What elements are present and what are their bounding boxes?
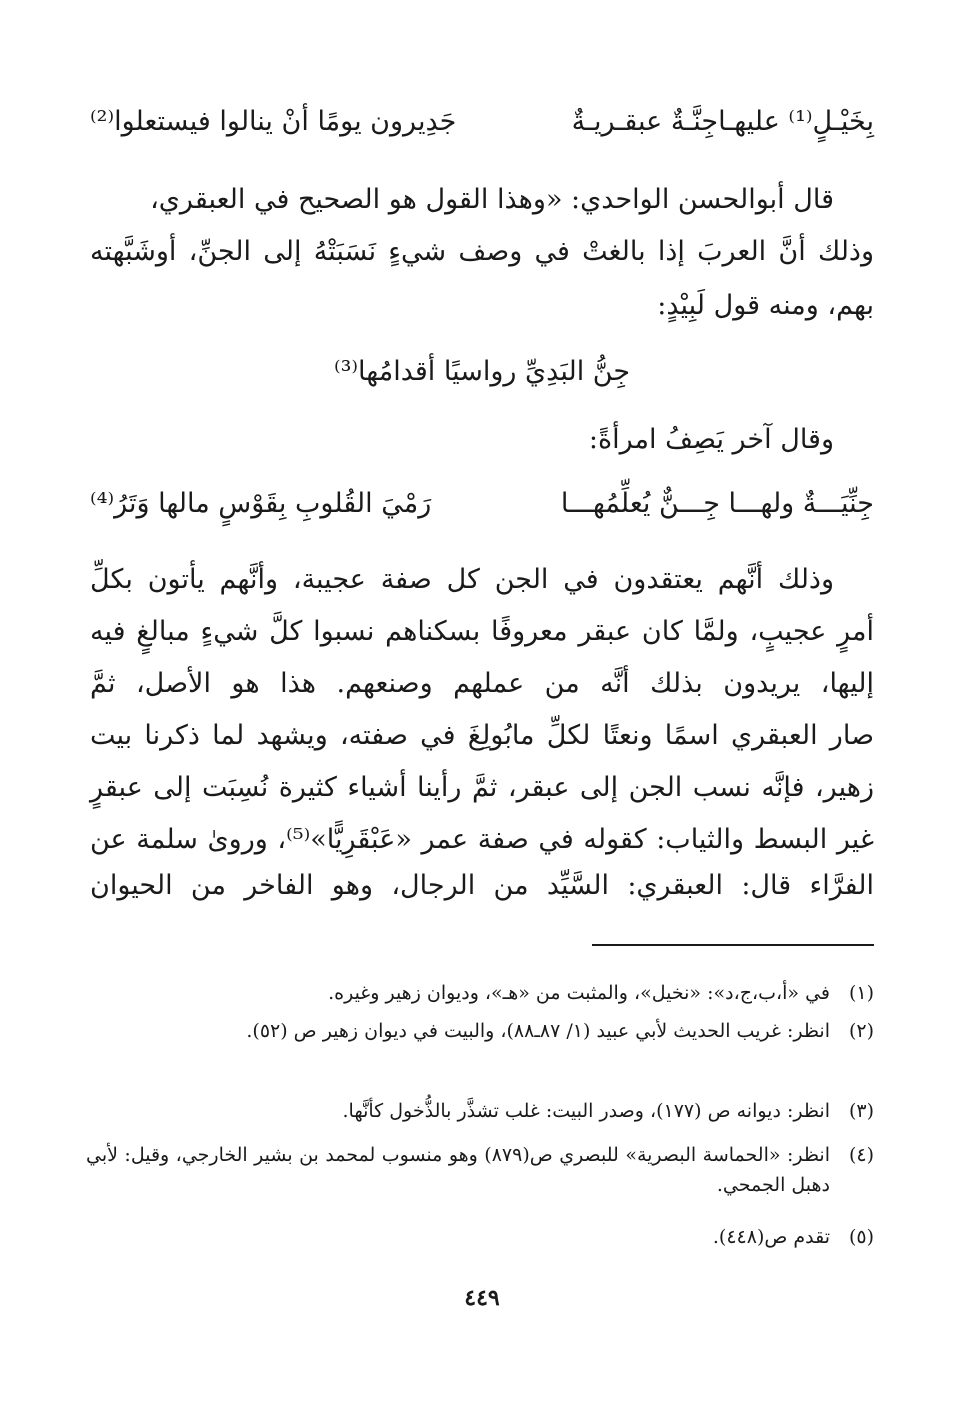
footnote-text: تقدم ص(٤٤٨). [712, 1226, 830, 1248]
verse-1-second-hemistich: جَدِيرون يومًا أنْ ينالوا فيستعلوا⁽²⁾ [90, 106, 457, 137]
footnote-2 [86, 1016, 874, 1046]
footnote-number: (١) [848, 982, 874, 1004]
paragraph-1-line-1: قال أبوالحسن الواحدي: «وهذا القول هو الصحيح في العبقري، [150, 184, 834, 215]
verse-line-3 [90, 482, 874, 532]
footnote-number: (٢) [848, 1020, 874, 1042]
paragraph-2-line-3: إليها، يريدون بذلك أنَّه من عملهم وصنعهم. هذا هو الأصل، ثمَّ [90, 668, 874, 699]
footnote-number: (٤) [848, 1144, 874, 1166]
paragraph-2-line-4: صار العبقري اسمًا ونعتًا لكلِّ مابُولِغَ في صفته، ويشهد لما ذكرنا بيت [90, 720, 874, 751]
paragraph-2-line-2: أمرٍ عجيبٍ، ولمَّا كان عبقر معروفًا بسكناهم نسبوا كلَّ شيءٍ مبالغٍ فيه [90, 616, 874, 647]
verse-3-first-hemistich: جِنِّيَـــةٌ ولهـــا جِـــنٌّ يُعلِّمُهـــا [560, 488, 874, 519]
footnote-number: (٣) [848, 1100, 874, 1122]
footnote-text: في «أ،ب،ج،د»: «نخيل»، والمثبت من «هـ»، وديوان زهير وغيره. [328, 982, 830, 1004]
footnote-5 [86, 1222, 874, 1252]
verse-line-1 [90, 100, 874, 150]
footnote-text: انظر: «الحماسة البصرية» للبصري ص(٨٧٩) وهو منسوب لمحمد بن بشير الخارجي، وقيل: لأبي دهبل الجمحي. [86, 1144, 830, 1196]
intro-line-2: وقال آخر يَصِفُ امرأةً: [588, 424, 834, 455]
paragraph-1-line-3: بهم، ومنه قول لَبِيْدٍ: [657, 290, 874, 321]
verse-1-first-hemistich: بِخَيْـلٍ⁽¹⁾ عليهـاجِنَّـةٌ عبقـريـةٌ [571, 106, 874, 137]
page-number: ٤٤٩ [464, 1285, 500, 1311]
footnote-1 [86, 978, 874, 1008]
paragraph-1-line-2: وذلك أنَّ العربَ إذا بالغتْ في وصف شيءٍ نَسَبَتْهُ إلى الجنِّ، أوشَبَّهته [90, 236, 874, 267]
paragraph-2-line-1: وذلك أنَّهم يعتقدون في الجن كل صفة عجيبة، وأنَّهم يأتون بكلِّ [90, 564, 834, 595]
verse-3-second-hemistich: رَمْيَ القُلوبِ بِقَوْسٍ مالها وَتَرُ⁽⁴⁾ [90, 488, 432, 519]
footnote-text: انظر: ديوانه ص (١٧٧)، وصدر البيت: غلب تشذَّر بالذُّخول كأنَّها. [342, 1100, 830, 1122]
paragraph-2-line-5: زهير، فإنَّه نسب الجن إلى عبقر، ثمَّ رأينا أشياء كثيرة نُسِبَت إلى عبقرٍ [90, 772, 874, 803]
footnote-number: (٥) [848, 1226, 874, 1248]
footnote-4 [86, 1140, 874, 1200]
verse-line-2: جِنُّ البَدِيِّ رواسيًا أقدامُها⁽³⁾ [333, 356, 631, 387]
footnote-separator [592, 944, 874, 946]
footnote-3 [86, 1096, 874, 1126]
footnote-text: انظر: غريب الحديث لأبي عبيد (١/ ٨٧ـ٨٨)، والبيت في ديوان زهير ص (٥٢). [246, 1020, 830, 1042]
paragraph-2-line-7: الفرَّاء قال: العبقري: السَّيِّد من الرجال، وهو الفاخر من الحيوان [90, 870, 874, 901]
paragraph-2-line-6: غير البسط والثياب: كقوله في صفة عمر «عَبْقَرِيًّا»⁽⁵⁾، وروىٰ سلمة عن [90, 824, 874, 855]
